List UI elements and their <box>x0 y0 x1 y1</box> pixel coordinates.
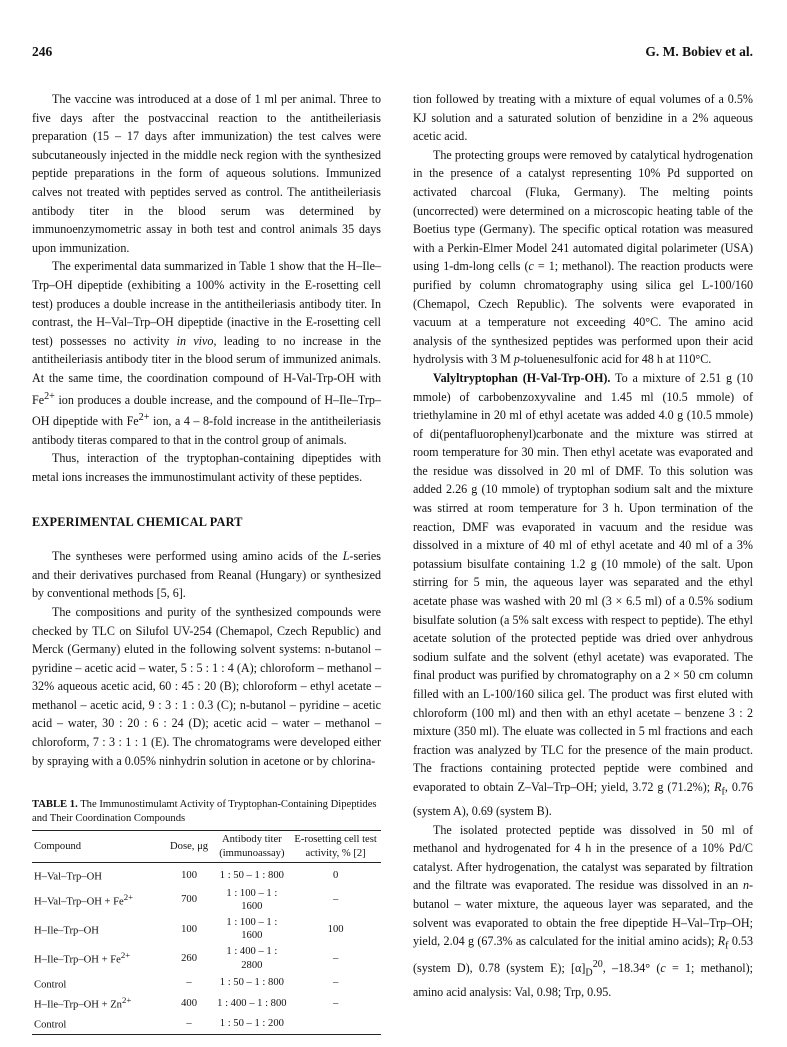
column-header: Antibody titer (immunoassay) <box>219 834 285 859</box>
table-row: H–Ile–Trp–OH 100 1 : 100 – 1 : 1600 100 <box>34 916 344 942</box>
table-row: Control – 1 : 50 – 1 : 800 – <box>34 977 339 991</box>
paragraph: The protecting groups were removed by catalytical hydrogenation in the presence of a catalyst representing 10% Pd supported on activated charcoal (Fluka, Germany). The melting points (uncorrected) were determined on a microscopic heating table of the Boetius type (Germany). The specific optical rotation was measured with a Perkin-Elmer Model 241 automated digital polarimeter (USA) using 1-dm-long cells (c = 1; methanol). The reaction products were purified by column chromatography using silica gel L-100/160 (Chemapol, Czech Republic). The solvents were evaporated in vacuum at a temperature not exceeding 40°C. The amino acid analysis of the synthesized peptides was performed upon their acid hydrolysis with 3 M p-toluenesulfonic acid for 48 h at 110°C. <box>413 147 753 367</box>
right-column <box>413 90 753 1002</box>
running-head: G. M. Bobiev et al. <box>645 44 753 59</box>
paragraph: tion followed by treating with a mixture of equal volumes of a 0.5% KJ solution and a saturated solution of benzidine in a 2% aqueous acetic acid. <box>413 92 753 144</box>
column-header: Dose, μg <box>170 841 209 853</box>
table-row: $H-Ile-Trp-OH + Zn^{2+}$ 400 1 : 400 – 1 : 800 – <box>34 995 339 1011</box>
table-row: Control – 1 : 50 – 1 : 200 <box>32 1013 381 1034</box>
table-row: $H-Ile-Trp-OH + Fe^{2+}$ 260 1 : 400 – 1 : 2800 – <box>34 945 339 971</box>
table-header-row <box>32 831 381 863</box>
paragraph: The isolated protected peptide was dissolved in 50 ml of methanol and hydrogenated for 4 h in the presence of a 10% Pd/C catalyst. After hydrogenation, the catalyst was separated by filtration and the filtrate was evaporated. The residue was dissolved in an n-butanol – water mixture, the aqueous layer was separated, and the solvent was evaporated to obtain the free dipeptide H–Val–Trp–OH; yield, 2.04 g (67.3% as calculated for the initial amino acids); $R_f$ 0.53 (system D), 0.78 (system E); $[\alpha]_D^{20}$, –18.34° (c = 1; methanol); amino acid analysis: Val, 0.98; Trp, 0.95. <box>413 822 754 1000</box>
table-row: H–Val–Trp–OH 100 1 : 50 – 1 : 800 0 <box>34 869 339 883</box>
column-header: Compound <box>34 841 82 853</box>
paragraph: The experimental data summarized in Table 1 show that the H–Ile–Trp–OH dipeptide (exhibiting a 100% activity in the E-rosetting cell test) produces a double increase in the antitheileriasis antibody titer. In contrast, the H–Val–Trp–OH dipeptide (inactive in the E-rosetting cell test) possesses no activity in vivo, leading to no increase in the antitheileriasis antibody titer in the blood serum of immunized animals. At the same time, the coordination compound of H-Val-Trp-OH with $Fe^{2+}$ ion produces a double increase, and the compound of H–Ile–Trp–OH dipeptide with $Fe^{2+}$ ion, a 4 – 8-fold increase in the antitheileriasis antibody titeras compared to that in the control group of animals. <box>32 259 382 447</box>
left-column <box>32 90 381 1035</box>
table-row: $H-Val-Trp-OH + Fe^{2+}$ 700 1 : 100 – 1 : 1600 – <box>34 887 339 913</box>
data-table <box>32 830 381 1034</box>
paragraph: Valyltryptophan (H-Val-Trp-OH). To a mixture of 2.51 g (10 mmole) of carbobenzoxyvaline and 1.45 ml (10.5 mmole) of triethylamine in 20 ml of ethyl acetate was added 4.0 g (10.5 mmole) of di(pentafluorophenyl)carbonate and the mixture was stirred at room temperature for 30 min. Then ethyl acetate was evaporated and the residue was dissolved in 20 ml of DMF. To this solution was added 2.26 g (10 mmole) of tryptophan sodium salt and the mixture was stirred at room temperature for 3 h. Upon termination of the reaction, DMF was evaporated in vacuum and the residue was dissolved in a mixture of 40 ml of ethyl acetate and 40 ml of a 3% potassium bisulfate containing 1.2 g (10 mmole) of the salt. Upon stirring for 5 min, the aqueous layer was separated and the ethyl acetate phase was washed with 20 ml (3 × 6.5 ml) of a 0.5% sodium bisulfate solution (a 5% salt excess with respect to peptide). The ethyl acetate solution of the protected peptide was dried over anhydrous sodium sulfate and the solvent (ethyl acetate) was evaporated. The final product was purified by chromatography on a 2 × 50 cm column filled with an L-100/160 silica gel. The product was first eluted with chloroform (100 ml) and then with an ethyl acetate – benzene 3 : 2 mixture (350 ml). The eluate was collected in 5 ml fractions and each fraction was analyzed by TLC for the presence of the main product. The fractions containing protected peptide were combined and evaporated to obtain Z–Val–Trp–OH; yield, 3.72 g (71.2%); $R_f$, 0.76 (system A), 0.69 (system B). <box>413 370 753 818</box>
paragraph: The syntheses were performed using amino acids of the L-series and their derivatives purchased from Reanal (Hungary) or synthesized by conventional methods [5, 6]. <box>32 549 381 601</box>
page-header <box>32 44 753 64</box>
column-header: E-rosetting cell test activity, % [2] <box>294 834 377 859</box>
page-number: 246 <box>32 44 53 59</box>
paragraph: The vaccine was introduced at a dose of 1 ml per animal. Three to five days after the postvaccinal reaction to the antitheileriasis preparation (15 – 17 days after immunization) the test calves were subcutaneously injected in the middle neck region with the synthesized peptide preparations in the form of aqueous solutions. Immunized calves not treated with peptides served as control. The antitheileriasis antibody titer in the blood serum was determined by immunoenzymometric assay in both test and control animals 35 days upon immunization. <box>32 92 381 255</box>
paragraph: The compositions and purity of the synthesized compounds were checked by TLC on Silufol UV-254 (Chemapol, Czech Republic) and Merck (Germany) eluted in the following solvent systems: n-butanol – pyridine – acetic acid – water, 5 : 5 : 1 : 4 (A); chloroform – methanol – 32% aqueous acetic acid, 60 : 45 : 20 (B); chloroform – ethyl acetate – methanol – acetic acid, 9 : 3 : 1 : 0.3 (C); n-butanol – pyridine – acetic acid – water, 30 : 20 : 6 : 24 (D); acetic acid – water – methanol – chloroform, 7 : 3 : 1 : 1 (E). The chromatograms were developed either by spraying with a 0.05% ninhydrin solution in acetone or by chlorina- <box>32 604 381 768</box>
section-title: EXPERIMENTAL CHEMICAL PART <box>32 514 243 529</box>
table-caption: TABLE 1. The Immunostimulamt Activity of Tryptophan-Containing Dipeptides and Their Coordination Compounds <box>32 799 377 825</box>
paragraph: Thus, interaction of the tryptophan-containing dipeptides with metal ions increases the immunostimulant activity of these peptides. <box>32 451 381 484</box>
